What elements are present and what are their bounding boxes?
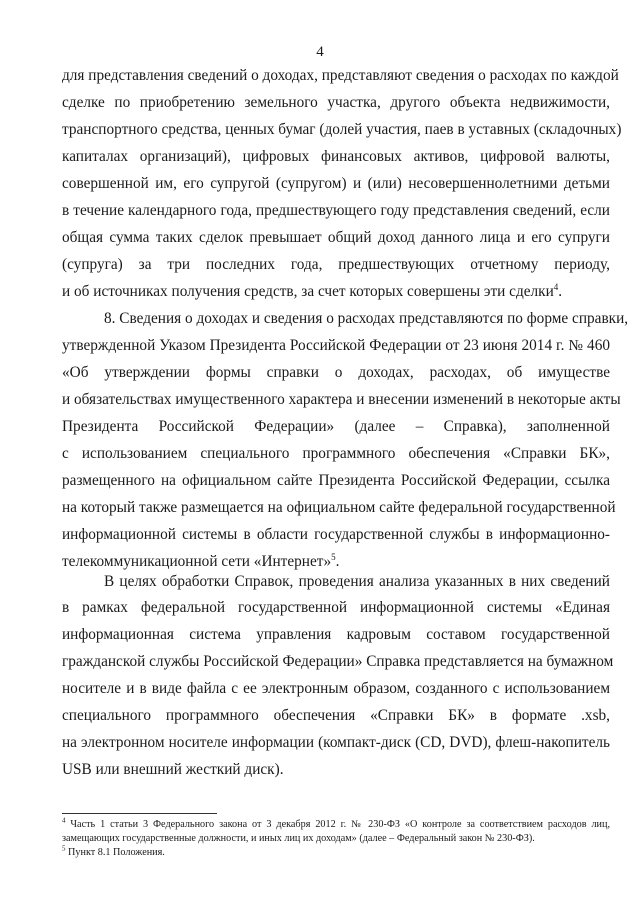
line-text: совершенной им, его супругой (супругом) и (или) несовершеннолетними детьми	[62, 175, 610, 192]
footnote-line	[62, 846, 610, 859]
text-line	[62, 255, 610, 275]
text-line	[62, 120, 622, 140]
text-line	[62, 363, 610, 383]
text-line	[62, 598, 610, 618]
footnote-text: замещающих государственные должности, и иных лиц их доходам» (далее – Федеральный закон № 230-ФЗ).	[62, 833, 535, 844]
line-text-end: .	[335, 553, 340, 570]
line-text: на который также размещается на официальном сайте федеральной государственной	[62, 499, 616, 516]
text-line	[104, 572, 610, 592]
line-text: на электронном носителе информации (компакт-диск (CD, DVD), флеш-накопитель	[62, 734, 610, 751]
text-line	[62, 652, 614, 672]
footnote-mark: 4	[62, 816, 66, 825]
line-text: В целях обработки Справок, проведения анализа указанных в них сведений	[104, 573, 610, 590]
text-line	[62, 282, 610, 302]
line-text-end: .	[558, 283, 563, 300]
footnote-line	[62, 832, 610, 845]
line-text: утвержденной Указом Президента Российской Федерации от 23 июня 2014 г. № 460	[62, 337, 610, 354]
text-line	[62, 525, 610, 545]
footnote-separator	[62, 813, 217, 814]
line-text: размещенного на официальном сайте Президента Российской Федерации, ссылка	[62, 472, 610, 489]
footnote-ref: 4	[553, 281, 559, 292]
footnote-text: Часть 1 статьи 3 Федерального закона от 3 декабря 2012 г. № 230-ФЗ «О контроле за соответствием расходов лиц,	[65, 819, 610, 830]
line-text: 8. Сведения о доходах и сведения о расходах представляются по форме справки,	[104, 310, 629, 327]
text-line	[62, 174, 610, 194]
line-text: капиталах организаций), цифровых финансовых активов, цифровой валюты,	[62, 148, 610, 165]
line-text: сделке по приобретению земельного участка, другого объекта недвижимости,	[62, 94, 610, 111]
line-text: гражданской службы Российской Федерации» Справка представляется на бумажном	[62, 653, 614, 670]
line-text: специального программного обеспечения «Справки БК» в формате .xsb,	[62, 707, 610, 724]
page-number: 4	[316, 44, 324, 60]
text-line	[62, 444, 610, 464]
line-text: в рамках федеральной государственной информационной системы «Единая	[62, 599, 610, 616]
text-line	[62, 733, 610, 753]
text-line	[104, 309, 629, 329]
line-text: USB или внешний жесткий диск).	[62, 761, 284, 778]
footnote-mark: 5	[62, 844, 66, 853]
text-line	[62, 390, 621, 410]
text-line	[62, 625, 610, 645]
text-line	[62, 760, 610, 780]
line-text: транспортного средства, ценных бумаг (долей участия, паев в уставных (складочных)	[62, 121, 622, 138]
text-line	[62, 201, 610, 221]
line-text: Президента Российской Федерации» (далее – Справка), заполненной	[62, 418, 610, 435]
footnote-ref: 5	[331, 551, 336, 562]
line-text: (супруга) за три последних года, предшествующих отчетному периоду,	[62, 256, 610, 273]
text-line	[62, 679, 610, 699]
line-text: носителе и в виде файла с ее электронным образом, созданного с использованием	[62, 680, 610, 697]
text-line	[62, 66, 619, 86]
line-text: и обязательствах имущественного характера и внесении изменений в некоторые акты	[62, 391, 621, 408]
line-text: телекоммуникационной сети «Интернет»	[62, 553, 332, 570]
text-line	[62, 147, 610, 167]
text-line	[62, 471, 610, 491]
line-text: с использованием специального программного обеспечения «Справки БК»,	[62, 445, 610, 462]
line-text: для представления сведений о доходах, представляют сведения о расходах по каждой	[62, 67, 619, 84]
text-line	[62, 228, 610, 248]
text-line	[62, 93, 610, 113]
text-line	[62, 552, 610, 572]
text-line	[62, 336, 610, 356]
line-text: информационная система управления кадровым составом государственной	[62, 626, 610, 643]
line-text: информационной системы в области государственной службы в информационно-	[62, 526, 610, 543]
footnote-line	[62, 818, 610, 831]
line-text: общая сумма таких сделок превышает общий доход данного лица и его супруги	[62, 229, 610, 246]
line-text: и об источниках получения средств, за счет которых совершены эти сделки	[62, 283, 554, 300]
text-line	[62, 498, 616, 518]
footnote-text: Пункт 8.1 Положения.	[65, 847, 165, 858]
text-line	[62, 417, 610, 437]
line-text: «Об утверждении формы справки о доходах, расходах, об имуществе	[62, 364, 610, 381]
line-text: в течение календарного года, предшествующего году представления сведений, если	[62, 202, 610, 219]
text-line	[62, 706, 610, 726]
